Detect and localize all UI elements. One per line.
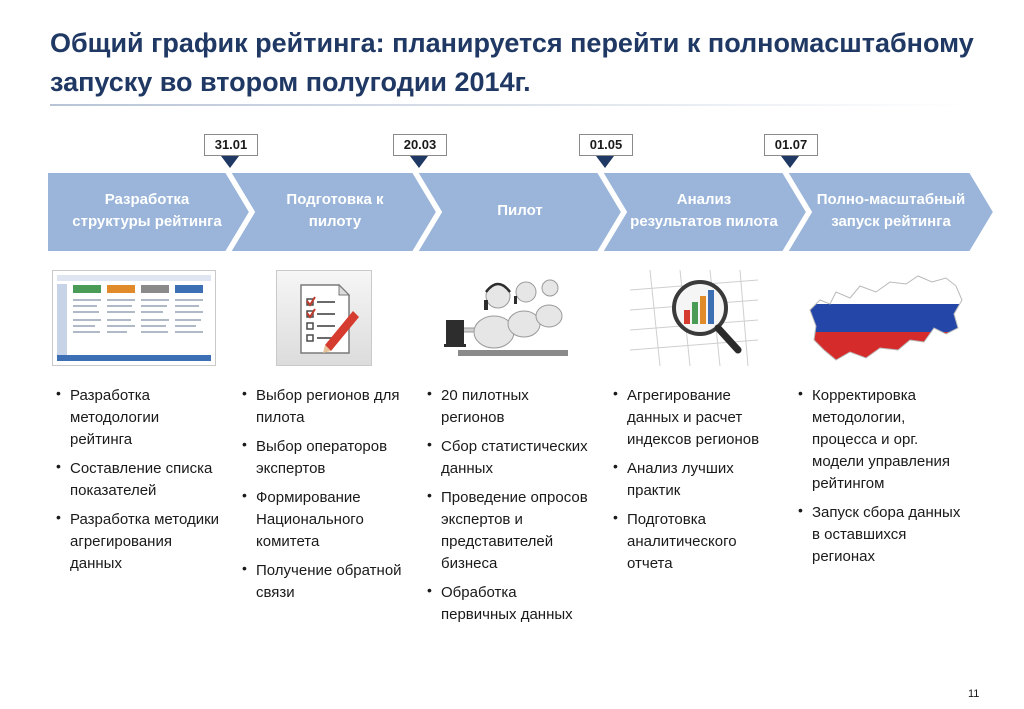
checklist-icon (276, 270, 372, 366)
phase-label: Анализ результатов пилота (630, 191, 778, 230)
list-item: • Составление списка показателей (54, 458, 224, 502)
list-item: • 20 пилотных регионов (425, 385, 590, 429)
milestone-marker (221, 156, 239, 168)
phase-label: Полно-масштабный запуск рейтинга (816, 191, 966, 230)
list-item: • Выбор регионов для пилота (240, 385, 410, 429)
milestone-label: 31.01 (204, 134, 258, 156)
list-item: • Сбор статистических данных (425, 436, 590, 480)
phase-1-bullets (54, 385, 224, 582)
russia-map-icon (806, 270, 966, 366)
page-title: Общий график рейтинга: планируется перейти к полномасштабному запуску во втором полугодии 2014г. (50, 28, 974, 97)
list-item: • Разработка методологии рейтинга (54, 385, 224, 451)
milestone-marker (781, 156, 799, 168)
milestone-label: 01.05 (579, 134, 633, 156)
milestone-label: 20.03 (393, 134, 447, 156)
list-item: • Разработка методики агрегирования данных (54, 509, 224, 575)
list-item: • Запуск сбора данных в оставшихся регионах (796, 502, 964, 568)
list-item: • Проведение опросов экспертов и представителей бизнеса (425, 487, 590, 575)
list-item: • Анализ лучших практик (611, 458, 781, 502)
phase-label: Пилот (497, 202, 543, 219)
list-item: • Агрегирование данных и расчет индексов регионов (611, 385, 781, 451)
list-item: • Формирование Национального комитета (240, 487, 410, 553)
list-item: • Выбор операторов экспертов (240, 436, 410, 480)
phase-4-bullets (611, 385, 781, 582)
list-item: • Корректировка методологии, процесса и орг. модели управления рейтингом (796, 385, 964, 495)
list-item: • Обработка первичных данных (425, 582, 590, 626)
phase-2-bullets (240, 385, 410, 611)
magnifier-chart-icon (630, 270, 758, 366)
phase-5-bullets (796, 385, 964, 575)
phase-3-bullets (425, 385, 590, 633)
title-underline (50, 104, 970, 106)
page-number: 11 (968, 688, 980, 700)
call-center-operators-icon (438, 270, 578, 366)
milestone-marker (596, 156, 614, 168)
milestone-marker (410, 156, 428, 168)
list-item: • Подготовка аналитического отчета (611, 509, 781, 575)
phase-label: Подготовка к пилоту (286, 191, 384, 230)
phase-label: Разработка структуры рейтинга (72, 191, 222, 230)
milestone-label: 01.07 (764, 134, 818, 156)
report-document-icon (52, 270, 216, 366)
list-item: • Получение обратной связи (240, 560, 410, 604)
